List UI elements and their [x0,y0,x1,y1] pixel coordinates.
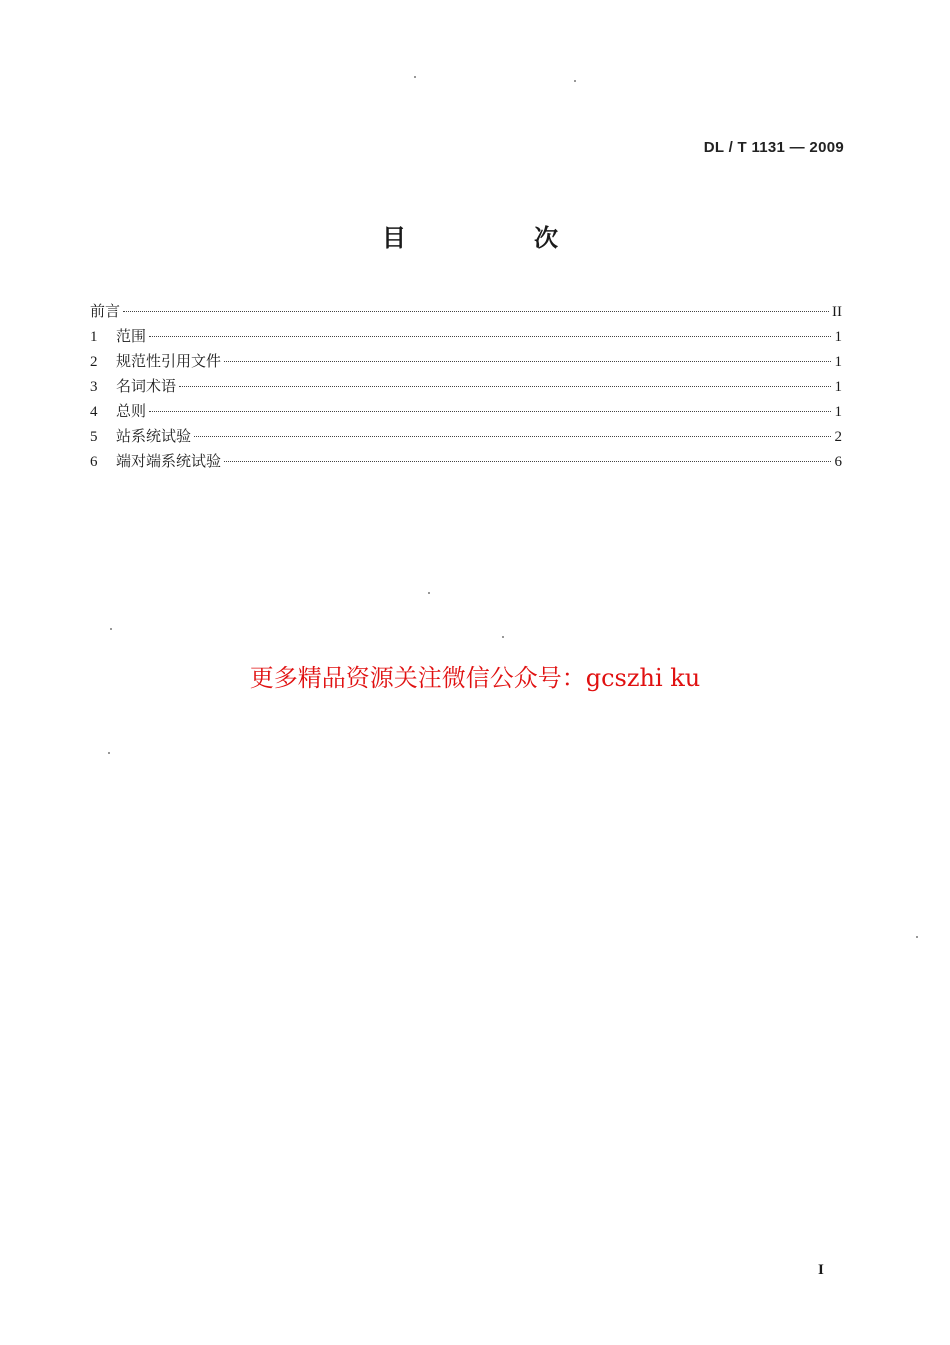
toc-entry-page: 1 [834,354,842,370]
scan-speck [414,76,416,78]
scan-speck [428,592,430,594]
toc-entry-page: 1 [834,329,842,345]
toc-dot-leader [224,461,831,462]
toc-entry-label: 站系统试验 [116,427,192,445]
toc-title: 目 次 [382,224,610,252]
toc-entry-page: 1 [834,404,842,420]
toc-entry-terms[interactable] [90,375,842,400]
toc-dot-leader [123,311,829,312]
toc-entry-page: 1 [834,379,842,395]
toc-entry-page: 6 [834,454,842,470]
toc-entry-label: 规范性引用文件 [116,352,222,370]
toc-entry-label: 前言 [90,302,121,320]
toc-dot-leader [179,386,831,387]
toc-entry-scope[interactable] [90,325,842,350]
toc-dot-leader [224,361,831,362]
scan-speck [916,936,918,938]
scan-speck [502,636,504,638]
toc-entry-number: 4 [90,404,98,420]
promo-watermark-text: 更多精品资源关注微信公众号：gcszhi ku [249,664,701,692]
toc-entry-station-system-test[interactable] [90,425,842,450]
toc-entry-number: 6 [90,454,98,470]
toc-entry-preface[interactable] [90,300,842,325]
toc-entry-number: 1 [90,329,98,345]
toc-entry-page: 2 [834,429,842,445]
toc-dot-leader [194,436,831,437]
toc-entry-number: 2 [90,354,98,370]
toc-entry-label: 总则 [116,402,147,420]
toc-entry-label: 端对端系统试验 [116,452,222,470]
toc-entry-page: II [832,304,842,320]
standard-code: DL / T 1131 — 2009 [703,139,844,156]
toc-entry-number: 3 [90,379,98,395]
scan-speck [110,628,112,630]
toc-entry-label: 名词术语 [116,377,177,395]
toc-dot-leader [149,336,831,337]
toc-dot-leader [149,411,831,412]
scan-speck [574,80,576,82]
toc-entry-end-to-end-test[interactable] [90,450,842,475]
page-number: I [818,1262,824,1278]
table-of-contents [90,300,842,475]
scan-speck [108,752,110,754]
toc-entry-normative-references[interactable] [90,350,842,375]
toc-entry-label: 范围 [116,327,147,345]
toc-entry-general[interactable] [90,400,842,425]
toc-entry-number: 5 [90,429,98,445]
